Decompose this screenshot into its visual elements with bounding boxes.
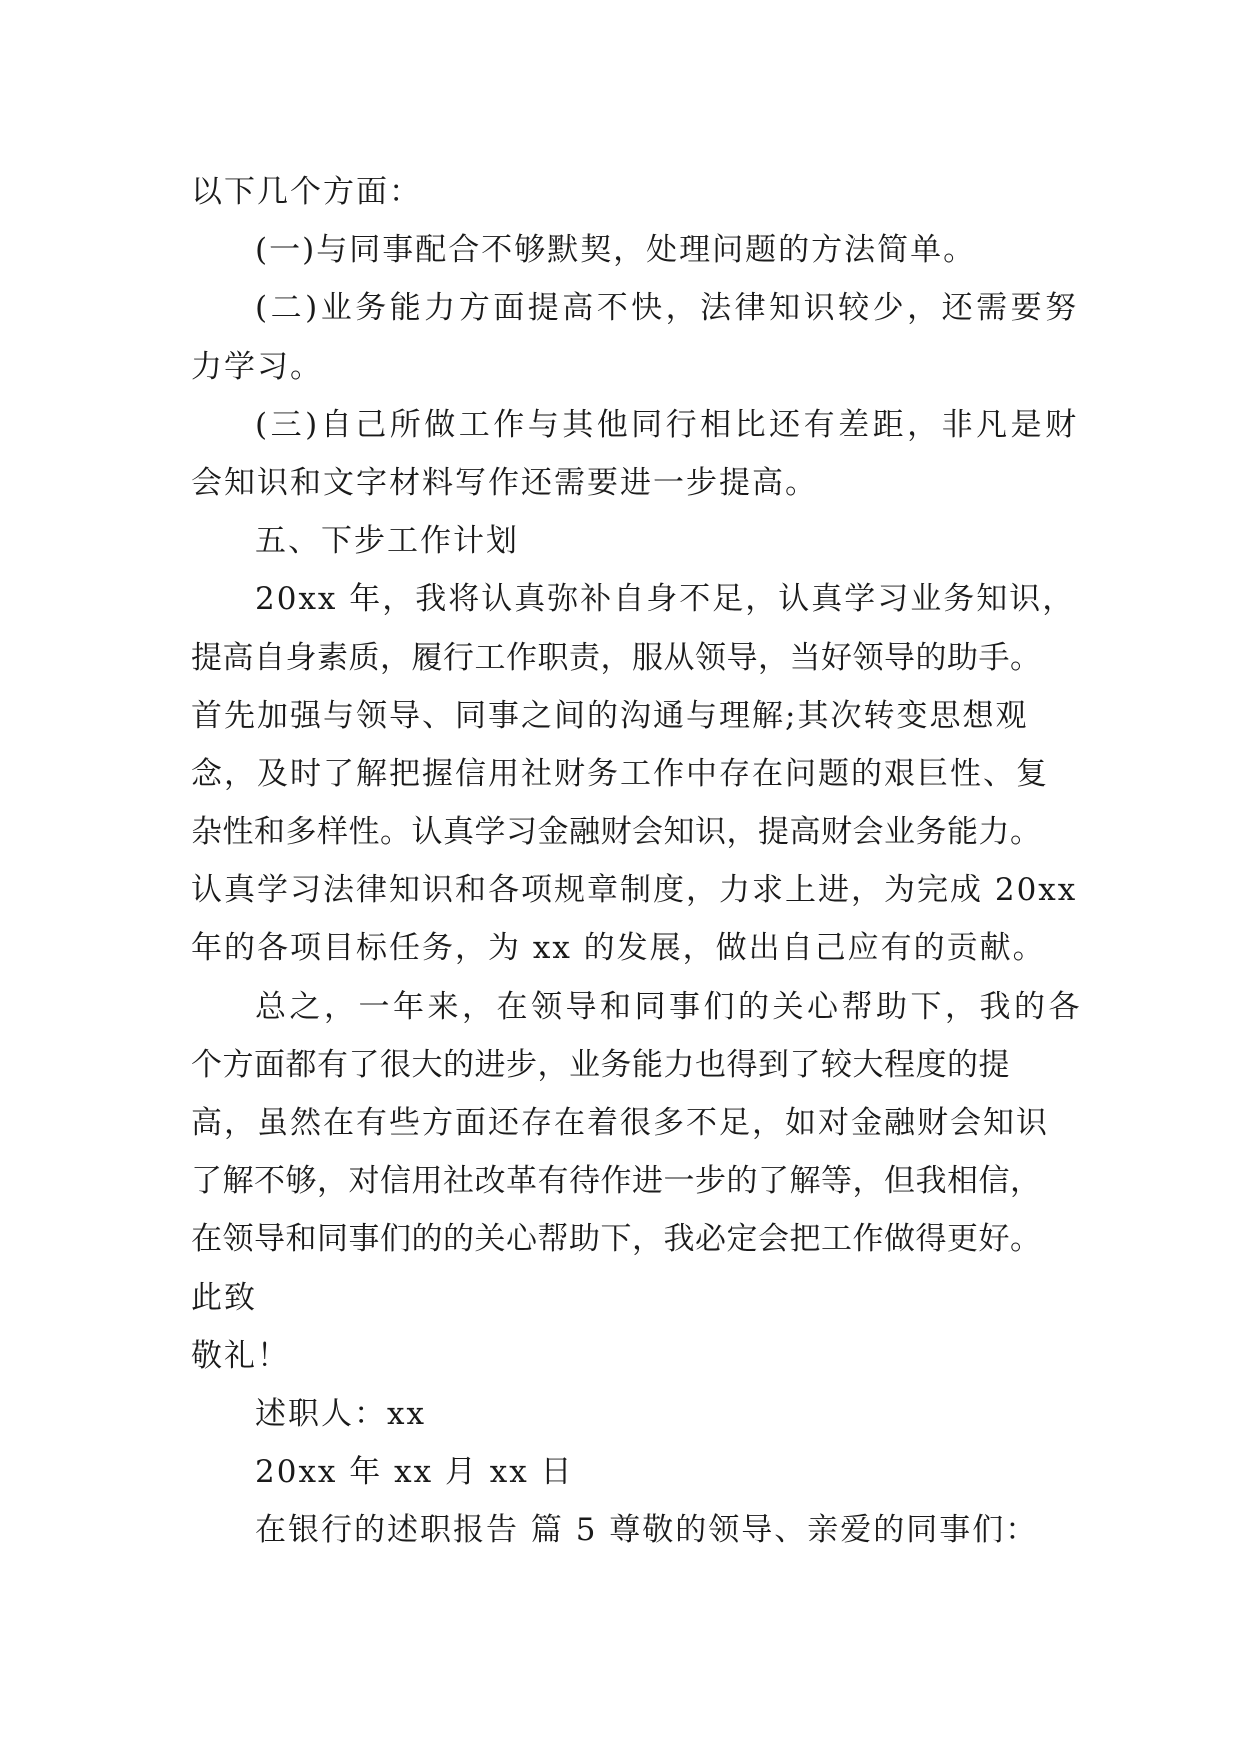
text-line: 个方面都有了很大的进步，业务能力也得到了较大程度的提	[191, 1046, 1010, 1083]
text-line: 在领导和同事们的的关心帮助下，我必定会把工作做得更好。	[191, 1221, 1042, 1258]
text-line: 20xx 年，我将认真弥补自身不足，认真学习业务知识，	[255, 581, 1076, 618]
text-line: (二)业务能力方面提高不快，法律知识较少，还需要努	[255, 290, 1080, 327]
text-line: 力学习。	[191, 348, 323, 385]
text-line: 了解不够，对信用社改革有待作进一步的了解等，但我相信，	[191, 1163, 1042, 1200]
text-line: 以下几个方面：	[191, 174, 422, 210]
section-heading: 五、下步工作计划	[255, 523, 519, 560]
text-line: 在银行的述职报告 篇 5 尊敬的领导、亲爱的同事们：	[255, 1512, 1039, 1549]
text-line: 念，及时了解把握信用社财务工作中存在问题的艰巨性、复	[191, 755, 1049, 792]
text-line: 年的各项目标任务，为 xx 的发展，做出自己应有的贡献。	[191, 930, 1046, 967]
date-line: 20xx 年 xx 月 xx 日	[255, 1454, 574, 1491]
text-line: 提高自身素质，履行工作职责，服从领导，当好领导的助手。	[191, 639, 1042, 676]
text-line: (一)与同事配合不够默契，处理问题的方法简单。	[255, 232, 977, 269]
text-line: (三)自己所做工作与其他同行相比还有差距，非凡是财	[255, 406, 1080, 443]
salutation-line: 敬礼！	[191, 1337, 290, 1374]
text-line: 会知识和文字材料写作还需要进一步提高。	[191, 464, 818, 501]
text-line: 首先加强与领导、同事之间的沟通与理解;其次转变思想观	[191, 697, 1029, 734]
text-line: 高，虽然在有些方面还存在着很多不足，如对金融财会知识	[191, 1105, 1049, 1141]
text-line: 杂性和多样性。认真学习金融财会知识，提高财会业务能力。	[191, 814, 1042, 851]
signature-line: 述职人：xx	[255, 1395, 426, 1432]
text-line: 认真学习法律知识和各项规章制度，力求上进，为完成 20xx	[191, 872, 1078, 909]
text-line: 总之，一年来，在领导和同事们的关心帮助下，我的各	[255, 988, 1083, 1025]
document-body	[191, 163, 1083, 1560]
closing-line: 此致	[191, 1279, 257, 1316]
